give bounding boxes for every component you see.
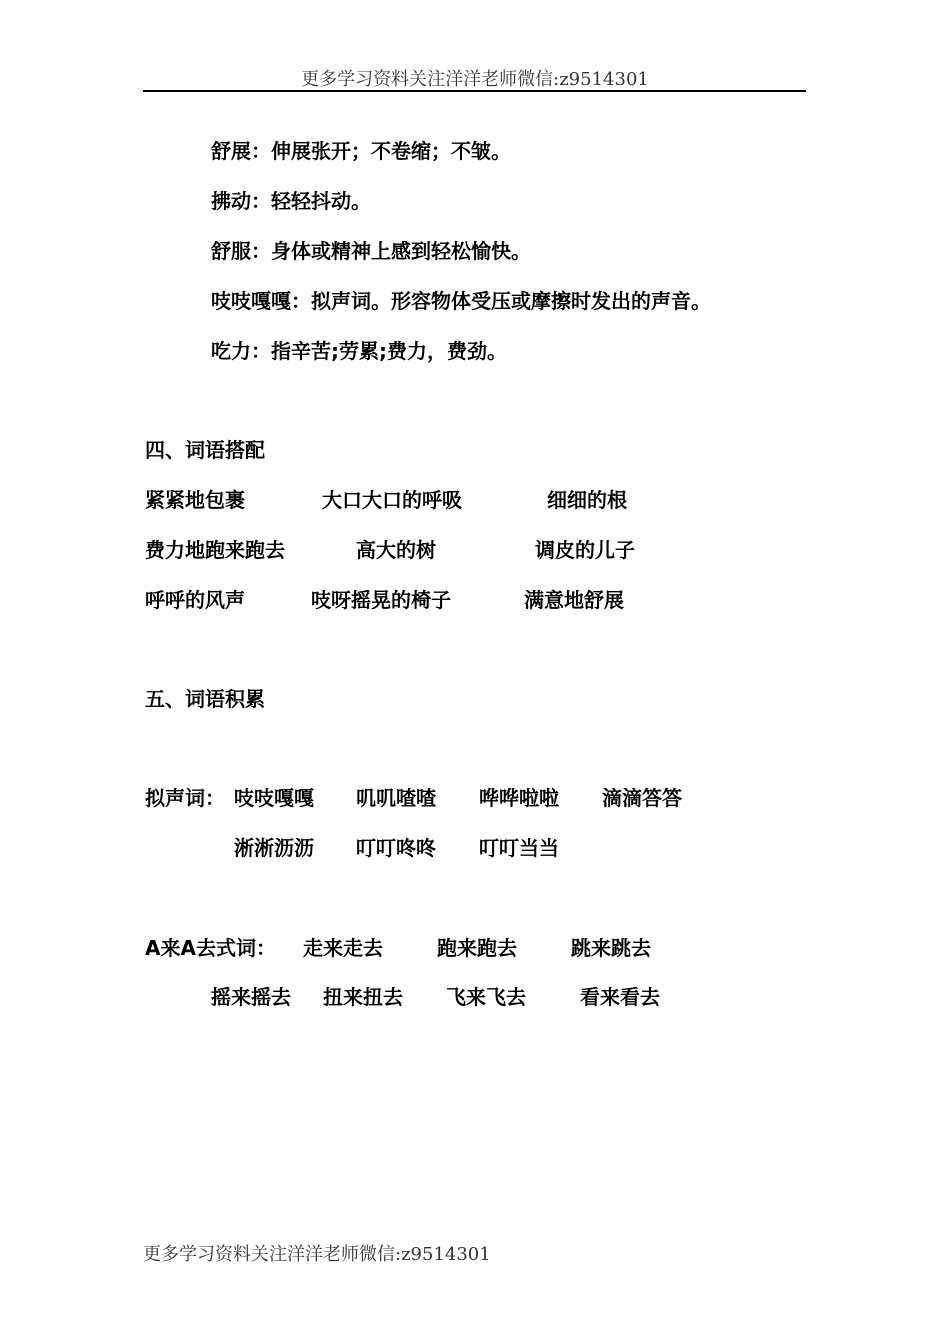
definition-item: 舒服：身体或精神上感到轻松愉快。 (211, 239, 531, 263)
definition-item: 吃力：指辛苦;劳累;费力，费劲。 (211, 339, 507, 363)
alai-item: 扭来扭去 (323, 985, 403, 1009)
definition-item: 拂动：轻轻抖动。 (211, 189, 371, 213)
header-divider (143, 90, 806, 92)
onomatopoeia-item: 叮叮当当 (479, 836, 559, 860)
collocation-item: 细细的根 (547, 488, 627, 512)
onomatopoeia-label: 拟声词： (145, 786, 225, 810)
onomatopoeia-item: 叽叽喳喳 (356, 786, 436, 810)
page-header: 更多学习资料关注洋洋老师微信:z9514301 (301, 69, 649, 90)
collocation-item: 吱呀摇晃的椅子 (311, 588, 451, 612)
alai-item: 跳来跳去 (571, 936, 651, 960)
collocation-item: 紧紧地包裹 (145, 488, 245, 512)
collocation-item: 大口大口的呼吸 (322, 488, 462, 512)
alai-item: 跑来跑去 (437, 936, 517, 960)
collocation-item: 高大的树 (356, 538, 436, 562)
onomatopoeia-item: 滴滴答答 (602, 786, 682, 810)
onomatopoeia-item: 淅淅沥沥 (234, 836, 314, 860)
collocation-item: 调皮的儿子 (535, 538, 635, 562)
definition-item: 舒展：伸展张开；不卷缩；不皱。 (211, 139, 511, 163)
alai-item: 飞来飞去 (446, 985, 526, 1009)
onomatopoeia-item: 吱吱嘎嘎 (234, 786, 314, 810)
definition-item: 吱吱嘎嘎：拟声词。形容物体受压或摩擦时发出的声音。 (211, 289, 711, 313)
onomatopoeia-item: 叮叮咚咚 (356, 836, 436, 860)
collocation-item: 费力地跑来跑去 (145, 538, 285, 562)
onomatopoeia-item: 哗哗啦啦 (479, 786, 559, 810)
alai-item: 看来看去 (580, 985, 660, 1009)
alai-label: A来A去式词： (145, 936, 276, 960)
alai-item: 走来走去 (303, 936, 383, 960)
collocation-item: 满意地舒展 (524, 588, 624, 612)
alai-item: 摇来摇去 (211, 985, 291, 1009)
page-footer: 更多学习资料关注洋洋老师微信:z9514301 (143, 1244, 491, 1265)
section-title-collocation: 四、词语搭配 (145, 438, 265, 462)
collocation-item: 呼呼的风声 (145, 588, 245, 612)
section-title-vocabulary: 五、词语积累 (145, 687, 265, 711)
